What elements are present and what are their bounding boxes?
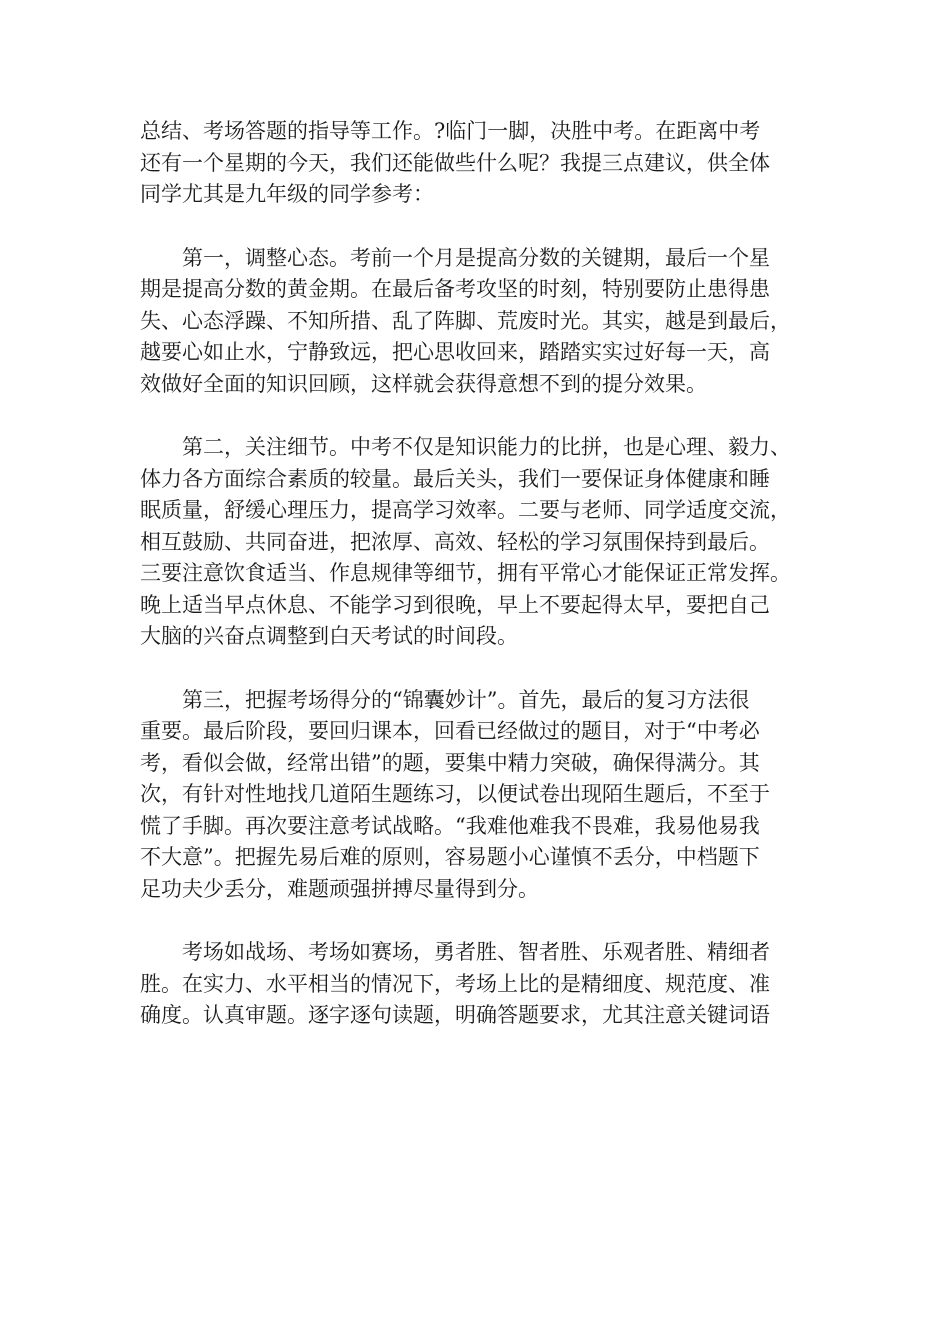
paragraph-first-point: 第一，调整心态。考前一个月是提高分数的关键期，最后一个星 期是提高分数的黄金期。在最后备考攻坚的时刻，特别要防止患得患 失、心态浮躁、不知所措、乱了阵脚、荒废时光。其实，越是到最后， 越要心如止水，宁静致远，把心思收回来，踏踏实实过好每一天，高 效做好全面的知识回顾，这样就会获得意想不到的提分效果。 bbox=[140, 245, 791, 396]
document-body bbox=[140, 116, 810, 1032]
paragraph-second-point: 第二，关注细节。中考不仅是知识能力的比拼，也是心理、毅力、 体力各方面综合素质的较量。最后关头，我们一要保证身体健康和睡 眠质量，舒缓心理压力，提高学习效率。二要与老师、同学适度交流， 相互鼓励、共同奋进，把浓厚、高效、轻松的学习氛围保持到最后。 三要注意饮食适当、作息规律等细节，拥有平常心才能保证正常发挥。 晚上适当早点休息、不能学习到很晚，早上不要起得太早，要把自己 大脑的兴奋点调整到白天考试的时间段。 bbox=[140, 435, 791, 648]
paragraph-intro: 总结、考场答题的指导等工作。?临门一脚，决胜中考。在距离中考 还有一个星期的今天，我们还能做些什么呢？我提三点建议，供全体 同学尤其是九年级的同学参考： bbox=[140, 119, 770, 206]
paragraph-exam-room: 考场如战场、考场如赛场，勇者胜、智者胜、乐观者胜、精细者 胜。在实力、水平相当的情况下，考场上比的是精细度、规范度、准 确度。认真审题。逐字逐句读题，明确答题要求，尤其注意关键词语 bbox=[140, 940, 770, 1027]
paragraph-third-point: 第三，把握考场得分的“锦囊妙计”。首先，最后的复习方法很 重要。最后阶段，要回归课本，回看已经做过的题目，对于“中考必 考，看似会做，经常出错”的题，要集中精力突破，确保得满分。其 次，有针对性地找几道陌生题练习，以便试卷出现陌生题后，不至于 慌了手脚。再次要注意考试战略。“我难他难我不畏难，我易他易我 不大意”。把握先易后难的原则，容易题小心谨慎不丢分，中档题下 足功夫少丢分，难题顽强拼搏尽量得到分。 bbox=[140, 687, 770, 901]
